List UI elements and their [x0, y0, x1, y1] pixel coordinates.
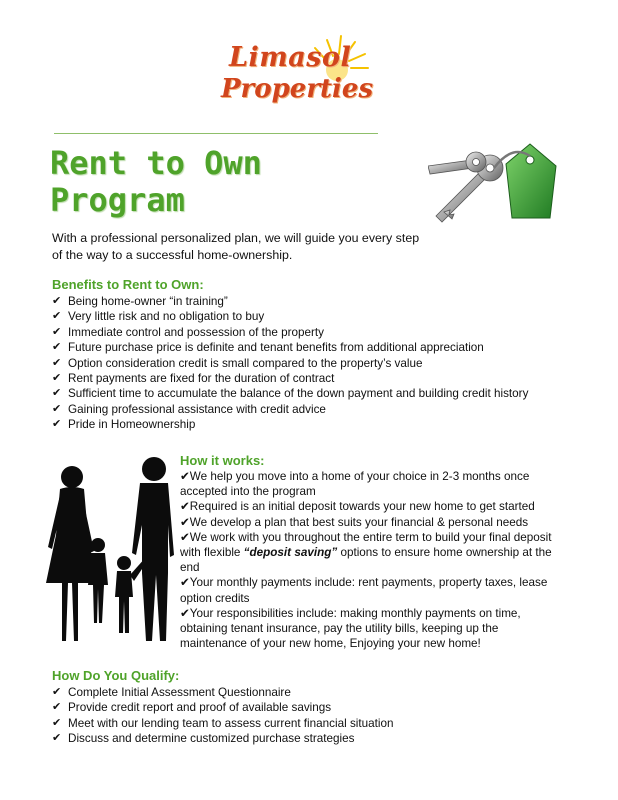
benefits-list — [52, 294, 528, 433]
title-line-1: Rent to Own — [50, 144, 262, 182]
checkmark-icon: ✔ — [52, 732, 62, 745]
list-item: ✔We help you move into a home of your choice in 2-3 months once accepted into the program — [180, 470, 530, 499]
checkmark-icon: ✔ — [180, 606, 190, 620]
limasol-properties-logo — [215, 28, 375, 118]
list-item: ✔ Discuss and determine customized purchase strategies — [52, 732, 355, 746]
list-item: ✔Your responsibilities include: making monthly payments on time, obtaining tenant insurance, pay the utility bills, keeping up the maintenance of your new home, Enjoying your new home! — [180, 606, 521, 651]
checkmark-icon: ✔ — [52, 701, 62, 714]
logo-text-limasol: Limasol — [229, 42, 352, 73]
family-silhouette-image — [42, 455, 182, 650]
list-item: ✔ Provide credit report and proof of available savings — [52, 701, 332, 715]
list-item: ✔Required is an initial deposit towards your new home to get started — [180, 500, 535, 514]
list-item: ✔ Future purchase price is definite and tenant benefits from additional appreciation — [52, 341, 484, 355]
how-it-works-list — [180, 469, 555, 651]
checkmark-icon: ✔ — [52, 341, 62, 354]
list-item: ✔ Rent payments are fixed for the duration of contract — [52, 372, 335, 386]
checkmark-icon: ✔ — [52, 418, 62, 431]
list-item: ✔We develop a plan that best suits your financial & personal needs — [180, 515, 529, 529]
list-item: ✔ Pride in Homeownership — [52, 418, 196, 432]
checkmark-icon: ✔ — [52, 402, 62, 415]
list-item: ✔ Sufficient time to accumulate the balance of the down payment and building credit history — [52, 387, 529, 401]
title-line-2: Program — [50, 181, 185, 219]
list-item: ✔ Meet with our lending team to assess current financial situation — [52, 716, 394, 730]
list-item: ✔We work with you throughout the entire term to build your final deposit with flexible “deposit saving” options to ensure home ownership at the end — [180, 530, 552, 575]
checkmark-icon: ✔ — [180, 530, 190, 544]
deposit-saving-emphasis: “deposit saving” — [243, 546, 338, 560]
checkmark-icon: ✔ — [52, 356, 62, 369]
list-item: ✔ Being home-owner “in training” — [52, 295, 228, 308]
list-item: ✔ Immediate control and possession of the property — [52, 325, 324, 339]
house-keys-image — [428, 138, 578, 228]
qualify-list — [52, 685, 393, 747]
how-it-works-heading: How it works: — [180, 453, 265, 468]
checkmark-icon: ✔ — [180, 576, 190, 590]
checkmark-icon: ✔ — [52, 310, 62, 323]
qualify-heading: How Do You Qualify: — [52, 668, 180, 683]
list-item: ✔ Gaining professional assistance with credit advice — [52, 402, 326, 416]
checkmark-icon: ✔ — [180, 515, 190, 529]
logo-text-properties: Properties — [221, 74, 374, 104]
list-item: ✔Your monthly payments include: rent payments, property taxes, lease option credits — [180, 576, 548, 605]
page-title — [50, 145, 262, 219]
intro-paragraph: With a professional personalized plan, we will guide you every step of the way to a successful home-ownership. — [52, 231, 420, 262]
header-divider — [54, 133, 378, 134]
checkmark-icon: ✔ — [180, 500, 190, 514]
list-item: ✔ Complete Initial Assessment Questionnaire — [52, 686, 291, 699]
checkmark-icon: ✔ — [52, 716, 62, 729]
checkmark-icon: ✔ — [52, 325, 62, 338]
list-item: ✔ Option consideration credit is small compared to the property’s value — [52, 356, 423, 370]
list-item: ✔ Very little risk and no obligation to buy — [52, 310, 265, 324]
benefits-heading: Benefits to Rent to Own: — [52, 277, 204, 292]
checkmark-icon: ✔ — [180, 470, 190, 483]
checkmark-icon: ✔ — [52, 686, 62, 698]
checkmark-icon: ✔ — [52, 387, 62, 400]
checkmark-icon: ✔ — [52, 372, 62, 385]
checkmark-icon: ✔ — [52, 295, 62, 307]
